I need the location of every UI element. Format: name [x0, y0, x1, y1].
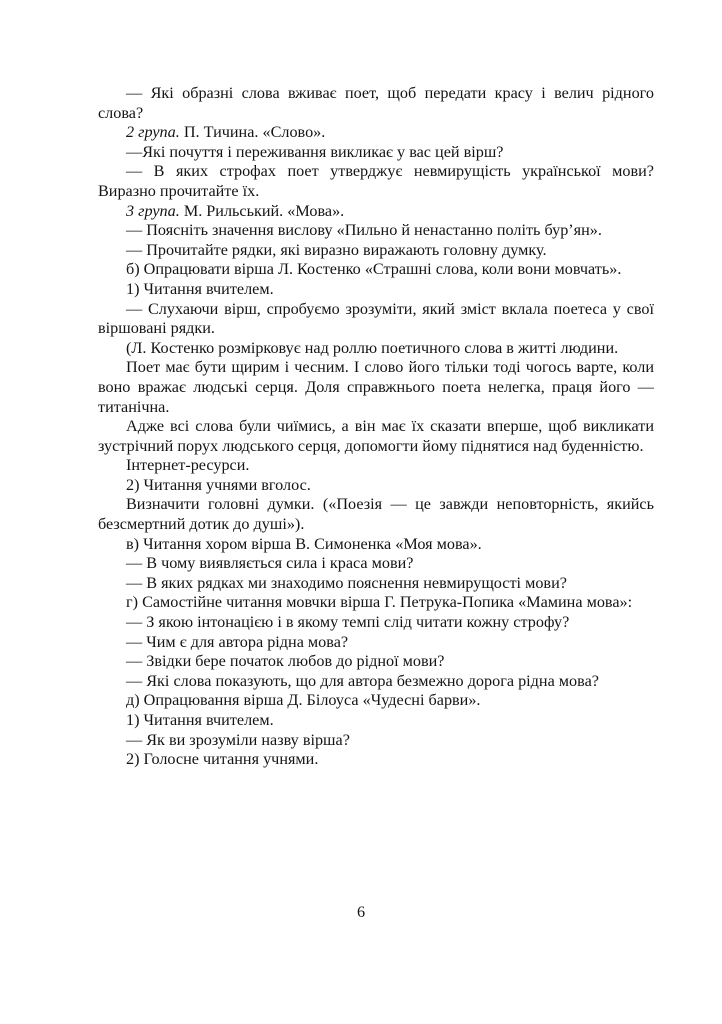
group-heading-2 — [98, 123, 654, 143]
step-paragraph: 2) Читання учнями вголос. — [126, 475, 311, 494]
note-paragraph: (Л. Костенко розмірковує над роллю поетичного слова в житті людини. — [126, 338, 619, 357]
note-paragraph: Поет має бути щирим і чесним. І слово його тільки тоді чогось варте, коли воно вражає людські серця. Доля справжнього поета нелегка, праця його — титанічна. — [98, 358, 654, 416]
question-paragraph: — Як ви зрозуміли назву вірша? — [126, 730, 350, 749]
task-paragraph: д) Опрацювання вірша Д. Білоуса «Чудесні барви». — [126, 691, 481, 710]
question-paragraph: — З якою інтонацією і в якому темпі слід читати кожну строфу? — [126, 613, 570, 632]
step-paragraph: 1) Читання вчителем. — [126, 711, 274, 729]
group-poem: М. Рильський. «Мова». — [179, 201, 345, 220]
group-poem: П. Тичина. «Слово». — [179, 123, 326, 142]
task-paragraph: г) Самостійне читання мовчки вірша Г. Петрука-Попика «Мамина мова»: — [126, 593, 633, 612]
source-note: Інтернет-ресурси. — [126, 456, 250, 475]
page-body — [98, 84, 654, 770]
task-paragraph: Визначити головні думки. («Поезія — це завжди неповторність, якийсь безсмертний дотик до душі»). — [98, 495, 654, 534]
question-paragraph: — Слухаючи вірш, спробуємо зрозуміти, який зміст вклала поетеса у свої віршовані рядки. — [98, 299, 654, 338]
task-paragraph: б) Опрацювати вірша Л. Костенко «Страшні слова, коли вони мовчать». — [126, 260, 622, 279]
question-paragraph: — Прочитайте рядки, які виразно виражають головну думку. — [126, 240, 547, 259]
question-paragraph: — В чому виявляється сила і краса мови? — [126, 554, 414, 573]
group-label: 2 група. — [126, 123, 180, 142]
question-paragraph: — Чим є для автора рідна мова? — [126, 632, 349, 651]
step-paragraph: 1) Читання вчителем. — [126, 279, 274, 298]
group-heading-3 — [98, 202, 654, 222]
question-paragraph: — Звідки бере початок любов до рідної мови? — [126, 652, 445, 671]
question-paragraph: — Поясніть значення вислову «Пильно й ненастанно політь бур’ян». — [126, 221, 602, 240]
note-paragraph: Адже всі слова були чиїмись, а він має їх сказати вперше, щоб викликати зустрічний порух людського серця, допомогти йому піднятися над буденністю. — [98, 417, 654, 455]
page-number: 6 — [356, 903, 366, 921]
question-paragraph: — Які слова показують, що для автора безмежно дорога рідна мова? — [126, 671, 599, 690]
group-label: 3 група. — [126, 201, 180, 220]
step-paragraph: 2) Голосне читання учнями. — [126, 750, 319, 769]
question-paragraph: —Які почуття і переживання викликає у вас цей вірш? — [126, 142, 504, 161]
question-paragraph: — В яких рядках ми знаходимо пояснення невмирущості мови? — [126, 573, 567, 592]
question-paragraph: — В яких строфах поет утверджує невмирущість української мови? Виразно прочитайте їх. — [98, 162, 654, 200]
question-paragraph: — Які образні слова вживає поет, щоб передати красу і велич рідного слова? — [98, 84, 654, 122]
task-paragraph: в) Читання хором вірша В. Симоненка «Моя мова». — [126, 534, 482, 553]
